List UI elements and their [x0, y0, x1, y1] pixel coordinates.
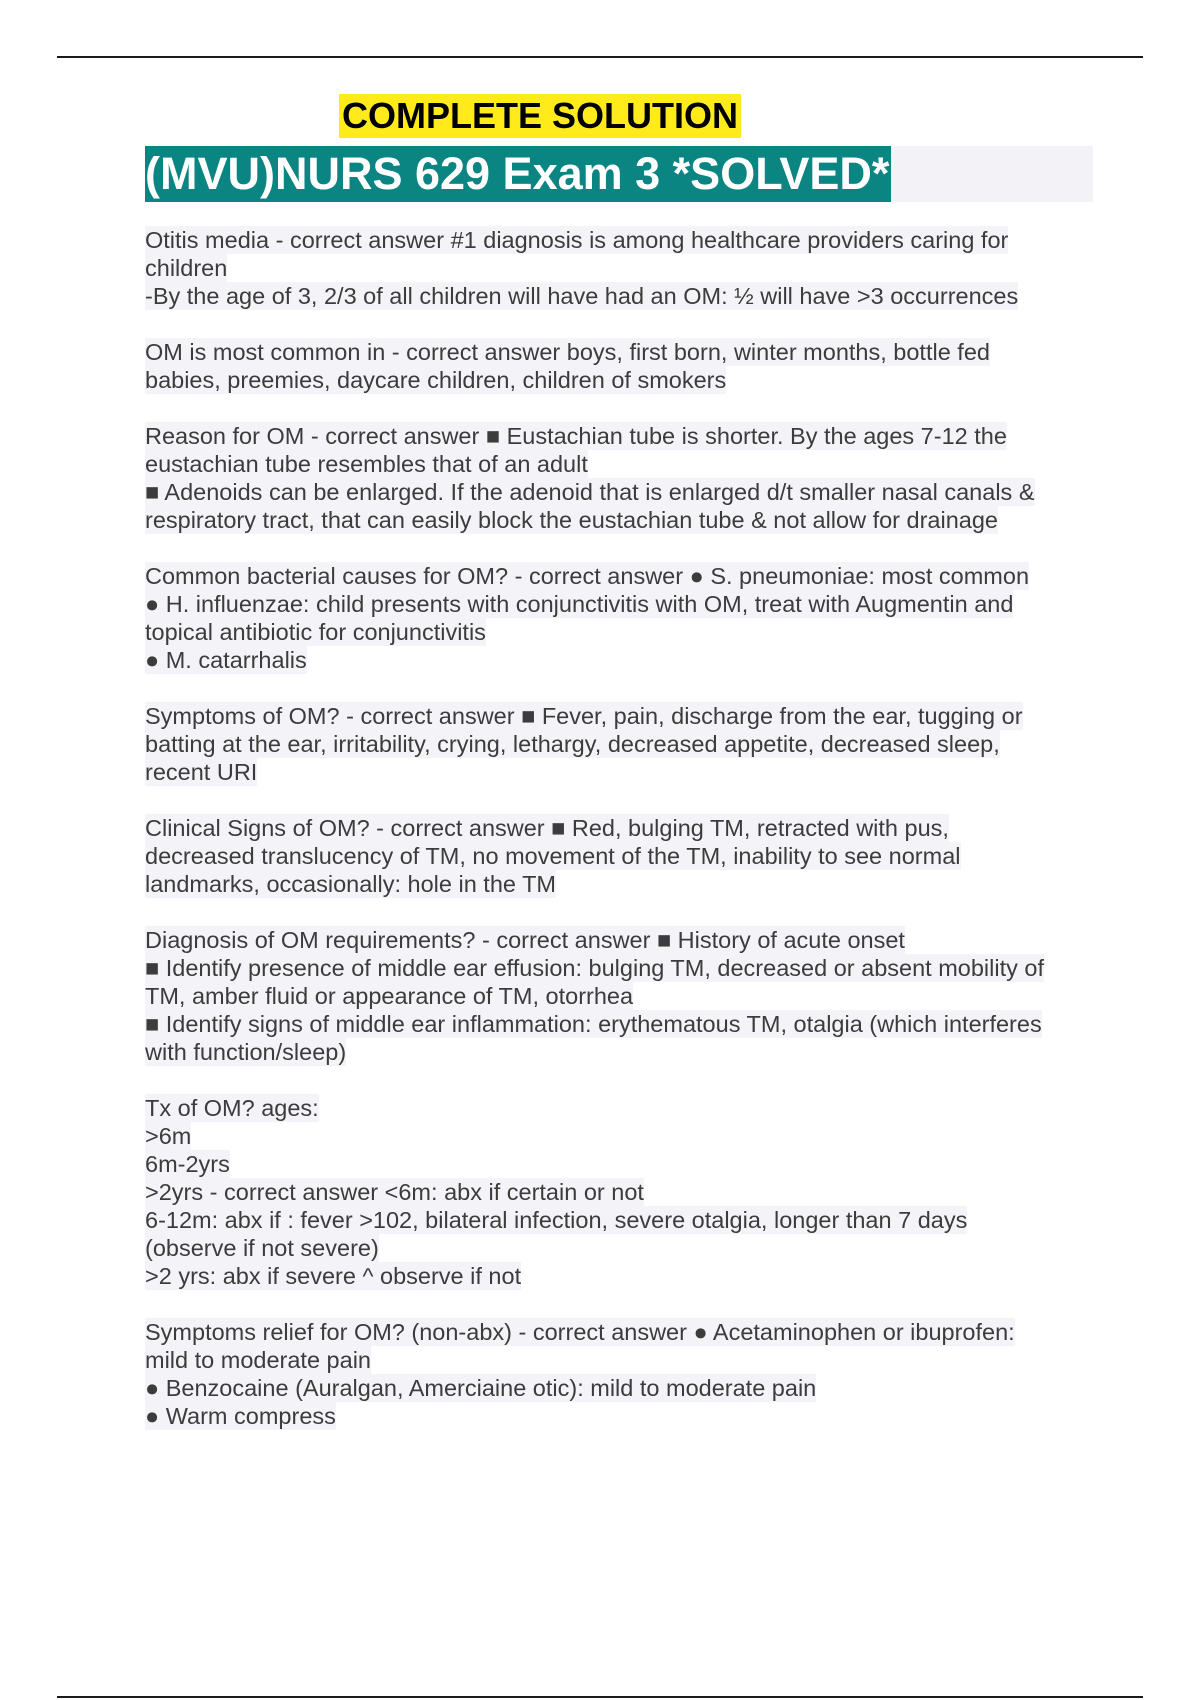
text-line: Common bacterial causes for OM? - correct answer ● S. pneumoniae: most common — [145, 563, 1030, 589]
text-line: Clinical Signs of OM? - correct answer ■ Red, bulging TM, retracted with pus, — [145, 815, 949, 841]
text-line: children — [145, 255, 228, 281]
text-line: decreased translucency of TM, no movement of the TM, inability to see normal — [145, 843, 961, 869]
qa-block-bacterial-causes — [145, 562, 1105, 674]
qa-block-symptoms — [145, 702, 1105, 786]
text-line: batting at the ear, irritability, crying, lethargy, decreased appetite, decreased sleep, — [145, 731, 1000, 757]
text-line: recent URI — [145, 759, 258, 785]
text-line: babies, preemies, daycare children, children of smokers — [145, 367, 727, 393]
text-line: >2 yrs: abx if severe ^ observe if not — [145, 1263, 522, 1289]
text-line: landmarks, occasionally: hole in the TM — [145, 871, 557, 897]
text-line: ● Benzocaine (Auralgan, Amerciaine otic): mild to moderate pain — [145, 1375, 817, 1401]
text-line: Tx of OM? ages: — [145, 1095, 319, 1121]
text-line: (observe if not severe) — [145, 1235, 379, 1261]
text-line: ● H. influenzae: child presents with conjunctivitis with OM, treat with Augmentin and — [145, 591, 1014, 617]
text-line: eustachian tube resembles that of an adult — [145, 451, 588, 477]
text-line: >6m — [145, 1123, 192, 1149]
text-line: Symptoms relief for OM? (non-abx) - correct answer ● Acetaminophen or ibuprofen: — [145, 1319, 1015, 1345]
text-line: mild to moderate pain — [145, 1347, 371, 1373]
text-line: -By the age of 3, 2/3 of all children will have had an OM: ½ will have >3 occurrences — [145, 283, 1019, 309]
text-line: TM, amber fluid or appearance of TM, otorrhea — [145, 983, 634, 1009]
text-line: Symptoms of OM? - correct answer ■ Fever, pain, discharge from the ear, tugging or — [145, 703, 1023, 729]
text-line: OM is most common in - correct answer boys, first born, winter months, bottle fed — [145, 339, 990, 365]
qa-block-diagnosis — [145, 926, 1105, 1066]
text-line: 6-12m: abx if : fever >102, bilateral infection, severe otalgia, longer than 7 days — [145, 1207, 968, 1233]
text-line: 6m-2yrs — [145, 1151, 230, 1177]
text-line: Reason for OM - correct answer ■ Eustachian tube is shorter. By the ages 7-12 the — [145, 423, 1007, 449]
text-line: respiratory tract, that can easily block the eustachian tube & not allow for drainage — [145, 507, 998, 533]
text-line: ● M. catarrhalis — [145, 647, 307, 673]
text-line: with function/sleep) — [145, 1039, 347, 1065]
document-title: (MVU)NURS 629 Exam 3 *SOLVED* — [145, 146, 891, 202]
text-line: Diagnosis of OM requirements? - correct answer ■ History of acute onset — [145, 927, 905, 953]
complete-solution-label: COMPLETE SOLUTION — [339, 94, 741, 138]
text-line: >2yrs - correct answer <6m: abx if certain or not — [145, 1179, 644, 1205]
text-line: topical antibiotic for conjunctivitis — [145, 619, 486, 645]
qa-block-treatment — [145, 1094, 1105, 1290]
text-line: Otitis media - correct answer #1 diagnosis is among healthcare providers caring for — [145, 227, 1009, 253]
text-line: ■ Identify signs of middle ear inflammation: erythematous TM, otalgia (which interferes — [145, 1011, 1042, 1037]
qa-block-symptom-relief — [145, 1318, 1105, 1430]
text-line: ● Warm compress — [145, 1403, 336, 1429]
top-rule — [57, 56, 1143, 58]
qa-content — [145, 226, 1105, 1458]
text-line: ■ Identify presence of middle ear effusion: bulging TM, decreased or absent mobility of — [145, 955, 1044, 981]
qa-block-reason-for-om — [145, 422, 1105, 534]
qa-block-clinical-signs — [145, 814, 1105, 898]
text-line: ■ Adenoids can be enlarged. If the adenoid that is enlarged d/t smaller nasal canals & — [145, 479, 1035, 505]
qa-block-otitis-media — [145, 226, 1105, 310]
qa-block-om-most-common — [145, 338, 1105, 394]
bottom-rule — [57, 1696, 1143, 1698]
